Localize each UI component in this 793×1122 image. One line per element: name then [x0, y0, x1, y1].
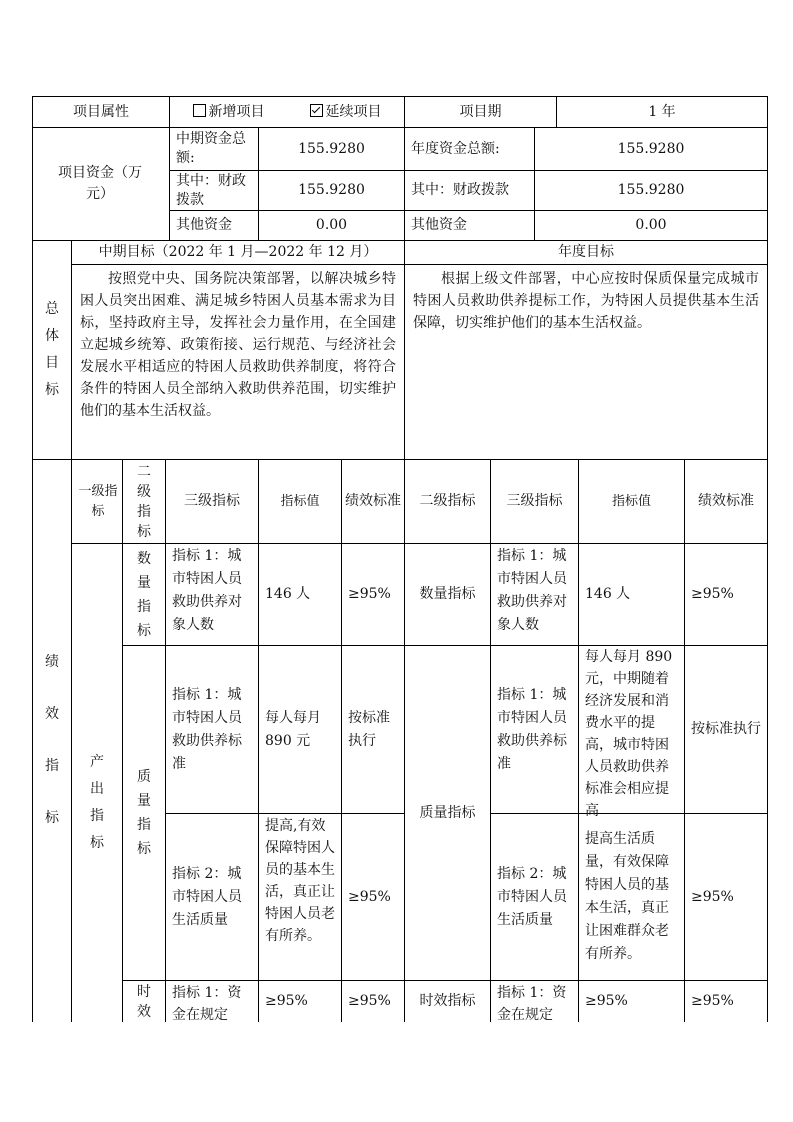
- t1-l3: 指标 1：资金在规定: [172, 985, 242, 1022]
- t1-std: ≥95%: [348, 993, 391, 1009]
- t1-val-r: ≥95%: [585, 993, 628, 1009]
- q2-l3: 指标 2：城市特困人员生活质量: [172, 865, 242, 928]
- t1-std-r: ≥95%: [691, 993, 734, 1009]
- q1-std: 按标准执行: [348, 709, 390, 749]
- mid-other-label: 其他资金: [176, 217, 232, 233]
- q2-val: 提高,有效保障特困人员的基本生活，真正让特困人员老有所养。: [265, 818, 335, 944]
- perf-header-val-r: 指标值: [611, 494, 651, 509]
- q2-val-r: 提高生活质量，有效保障特困人员的基本生活，真正让困难群众老有所养。: [585, 831, 669, 962]
- qual-indicator-label: 质量指标: [137, 769, 151, 857]
- q2-l3-r: 指标 2：城市特困人员生活质量: [497, 865, 567, 928]
- year-goal-header: 年度目标: [558, 244, 614, 260]
- mid-other-value: 0.00: [315, 217, 348, 233]
- q1-val: 每人每月 890 元: [265, 709, 321, 749]
- period-value: 1 年: [648, 103, 676, 120]
- period-label: 项目期: [459, 103, 502, 120]
- perf-header-l2-r: 二级指标: [419, 493, 476, 509]
- qty-l3: 指标 1：城市特困人员救助供养对象人数: [172, 548, 242, 633]
- perf-label: 绩效指标: [45, 654, 59, 826]
- perf-header-l3: 三级指标: [184, 493, 240, 509]
- option-continue[interactable]: 延续项目: [310, 102, 382, 123]
- perf-header-std: 绩效标准: [345, 493, 401, 509]
- year-fiscal-label: 其中：财政拨款: [411, 182, 509, 198]
- q1-std-r: 按标准执行: [691, 721, 761, 737]
- qty-std: ≥95%: [348, 586, 391, 602]
- vline: [32, 96, 33, 1022]
- perf-header-l3-r: 三级指标: [506, 493, 563, 509]
- t1-val: ≥95%: [265, 993, 308, 1009]
- mid-fiscal-value: 155.9280: [298, 182, 365, 198]
- perf-header-val: 指标值: [280, 494, 320, 509]
- time-indicator-label-r: 时效指标: [419, 993, 476, 1009]
- year-goal-text: 根据上级文件部署，中心应按时保质保量完成城市特困人员救助供养提标工作，为特困人员提供基本生活保障，切实维护他们的基本生活权益。: [413, 271, 759, 331]
- checkbox-checked-icon: [310, 104, 323, 117]
- mid-total-value: 155.9280: [298, 140, 365, 157]
- option-new[interactable]: 新增项目: [193, 102, 265, 123]
- vline: [767, 96, 768, 1022]
- year-fiscal-value: 155.9280: [617, 182, 685, 198]
- t1-l3-r: 指标 1：资金在规定: [497, 985, 567, 1022]
- year-total-value: 155.9280: [617, 140, 685, 157]
- q2-std: ≥95%: [348, 888, 391, 905]
- vline: [122, 459, 123, 1022]
- mid-fiscal-label: 其中：财政拨款: [176, 172, 246, 208]
- year-other-label: 其他资金: [411, 217, 467, 233]
- q1-l3: 指标 1：城市特困人员救助供养标准: [172, 686, 242, 772]
- checkbox-empty-icon: [193, 104, 206, 117]
- qty-indicator-label-r: 数量指标: [419, 586, 476, 602]
- perf-header-l1: 一级指标: [78, 483, 118, 519]
- time-indicator-label: 时效: [137, 984, 151, 1020]
- mid-goal-header: 中期目标（2022 年 1 月—2022 年 12 月）: [98, 244, 378, 260]
- project-type-options: [170, 97, 404, 127]
- q1-val-r: 每人每月 890 元，中期随着经济发展和消费水平的提高，城市特困人员救助供养标准会相应提高: [585, 649, 673, 819]
- qty-val-r: 146 人: [585, 586, 631, 602]
- qty-indicator-label: 数量指标: [137, 550, 151, 639]
- attr-label: 项目属性: [73, 103, 129, 120]
- q1-l3-r: 指标 1：城市特困人员救助供养标准: [497, 686, 567, 772]
- qty-l3-r: 指标 1：城市特困人员救助供养对象人数: [497, 548, 567, 633]
- q2-std-r: ≥95%: [691, 888, 734, 905]
- qual-indicator-label-r: 质量指标: [419, 804, 476, 821]
- year-total-label: 年度资金总额:: [411, 140, 500, 157]
- perf-header-std-r: 绩效标准: [698, 493, 754, 509]
- mid-total-label: 中期资金总额:: [176, 131, 246, 166]
- qty-std-r: ≥95%: [691, 586, 734, 602]
- funds-label: 项目资金（万元）: [58, 165, 142, 202]
- qty-val: 146 人: [265, 586, 311, 602]
- mid-goal-text: 按照党中央、国务院决策部署，以解决城乡特困人员突出困难、满足城乡特困人员基本需求为目标，坚持政府主导，发挥社会力量作用，在全国建立起城乡统筹、政策衔接、运行规范、与经济社会发展水平相适应的特困人员救助供养制度，将符合条件的特困人员全部纳入救助供养范围，切实维护他们的基本生活权益。: [80, 271, 396, 419]
- goals-label: 总体目标: [45, 301, 59, 398]
- perf-header-l2: 二级指标: [137, 463, 151, 540]
- year-other-value: 0.00: [635, 217, 667, 233]
- output-indicator-label: 产出指标: [90, 754, 104, 851]
